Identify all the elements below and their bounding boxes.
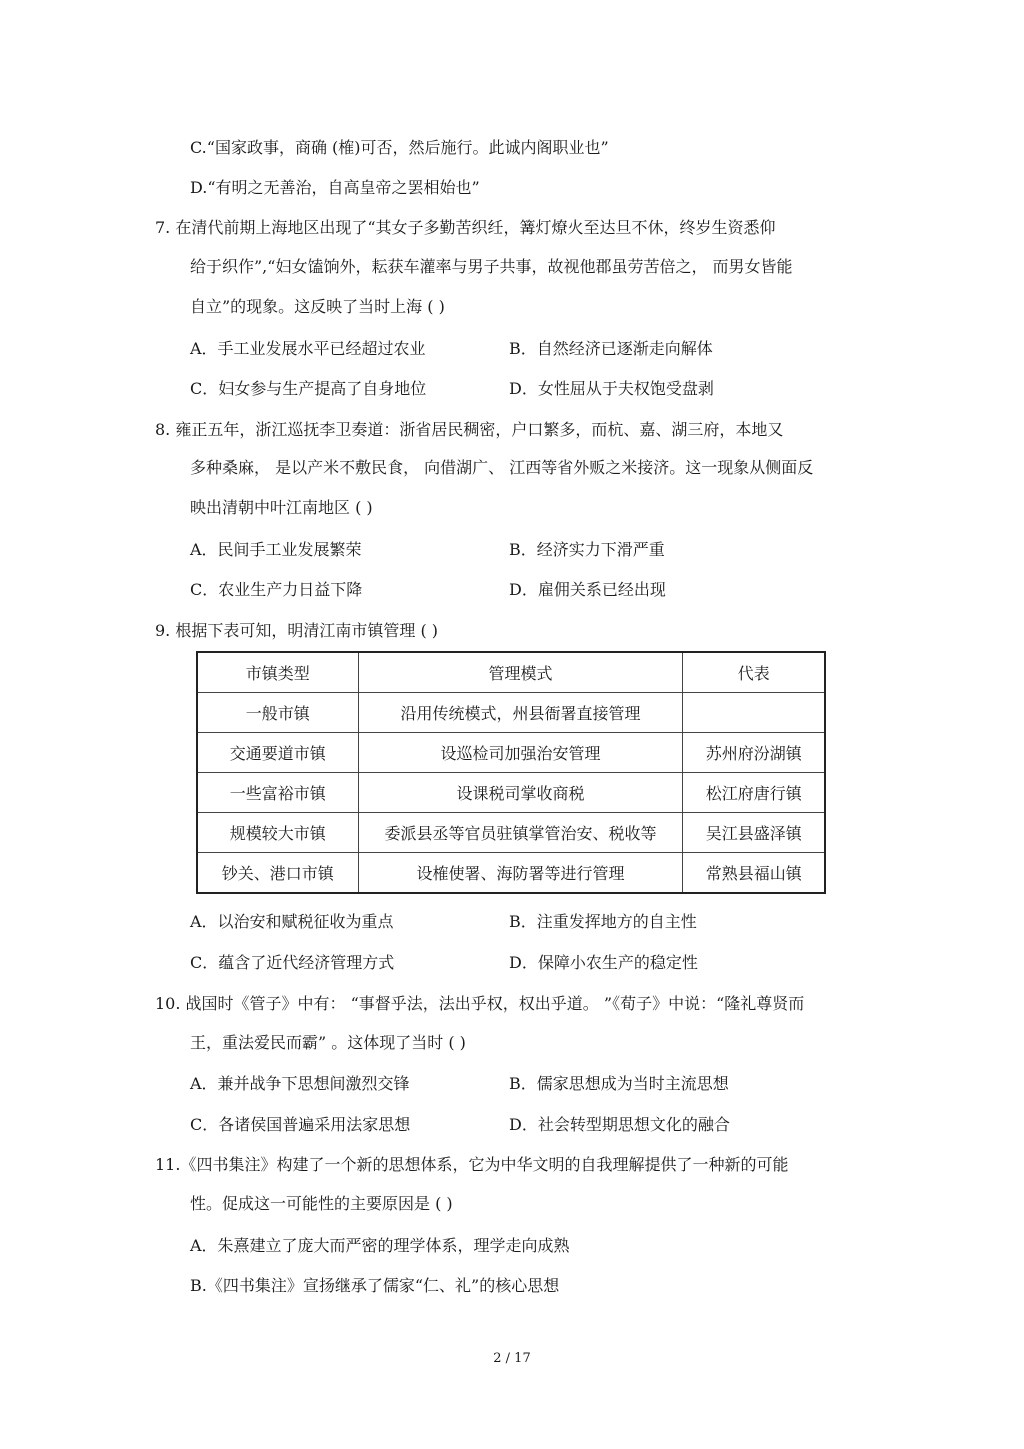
question-8-stem-line-3: 映出清朝中叶江南地区 ( ) (190, 498, 373, 517)
question-7-option-d: D．女性屈从于夫权饱受盘剥 (509, 379, 714, 398)
question-6-option-c: C.“国家政事，商确 (榷)可否，然后施行。此诚内阁职业也” (190, 138, 609, 157)
table-cell: 委派县丞等官员驻镇掌管治安、税收等 (358, 813, 683, 853)
question-10-option-b: B．儒家思想成为当时主流思想 (509, 1074, 729, 1093)
question-9-option-a: A．以治安和赋税征收为重点 (190, 912, 394, 931)
table-cell: 松江府唐行镇 (683, 773, 825, 813)
question-8-option-a: A．民间手工业发展繁荣 (190, 540, 362, 559)
question-7-stem-line-1: 7. 在清代前期上海地区出现了“其女子多勤苦织纴，篝灯燎火至达旦不休，终岁生资悉仰 (155, 218, 776, 237)
question-11-option-b: B.《四书集注》宣扬继承了儒家“仁、礼”的核心思想 (190, 1276, 560, 1295)
table-cell: 交通要道市镇 (197, 733, 358, 773)
question-7-option-b: B．自然经济已逐渐走向解体 (509, 339, 713, 358)
table-cell: 规模较大市镇 (197, 813, 358, 853)
table-cell: 苏州府汾湖镇 (683, 733, 825, 773)
table-header-cell: 代表 (683, 652, 825, 693)
table-row (197, 813, 825, 853)
question-9-option-c: C．蕴含了近代经济管理方式 (190, 953, 395, 972)
table-header-cell: 管理模式 (358, 652, 683, 693)
question-10-option-c: C．各诸侯国普遍采用法家思想 (190, 1115, 411, 1134)
table-cell: 设课税司掌收商税 (358, 773, 683, 813)
table-cell: 设榷使署、海防署等进行管理 (358, 853, 683, 894)
table-row (197, 733, 825, 773)
question-11-option-a: A．朱熹建立了庞大而严密的理学体系，理学走向成熟 (190, 1236, 570, 1255)
question-9-option-b: B．注重发挥地方的自主性 (509, 912, 697, 931)
market-town-table (196, 651, 826, 894)
question-7-option-a: A．手工业发展水平已经超过农业 (190, 339, 426, 358)
table-cell: 吴江县盛泽镇 (683, 813, 825, 853)
table-cell: 常熟县福山镇 (683, 853, 825, 894)
table-header-cell: 市镇类型 (197, 652, 358, 693)
question-8-stem-line-1: 8. 雍正五年，浙江巡抚李卫奏道：浙省居民稠密，户口繁多，而杭、嘉、湖三府，本地又 (155, 420, 784, 439)
table-row (197, 853, 825, 894)
question-11-stem-line-2: 性。促成这一可能性的主要原因是 ( ) (190, 1194, 453, 1213)
question-9-stem: 9. 根据下表可知，明清江南市镇管理 ( ) (155, 621, 439, 640)
question-7-option-c: C．妇女参与生产提高了自身地位 (190, 379, 427, 398)
table-row (197, 693, 825, 733)
table-cell: 一般市镇 (197, 693, 358, 733)
question-6-option-d: D.“有明之无善治，自高皇帝之罢相始也” (190, 178, 480, 197)
question-9-option-d: D．保障小农生产的稳定性 (509, 953, 698, 972)
table-header-row (197, 652, 825, 693)
table-cell: 设巡检司加强治安管理 (358, 733, 683, 773)
question-10-option-a: A．兼并战争下思想间激烈交锋 (190, 1074, 410, 1093)
table-cell (683, 693, 825, 733)
page-number: 2 / 17 (493, 1351, 531, 1366)
table-cell: 沿用传统模式，州县衙署直接管理 (358, 693, 683, 733)
table-cell: 钞关、港口市镇 (197, 853, 358, 894)
question-10-option-d: D．社会转型期思想文化的融合 (509, 1115, 730, 1134)
question-10-stem-line-1: 10. 战国时《管子》中有： “事督乎法，法出乎权，权出乎道。 ”《荀子》中说：“隆礼尊贤而 (155, 994, 805, 1013)
table-cell: 一些富裕市镇 (197, 773, 358, 813)
question-7-stem-line-3: 自立”的现象。这反映了当时上海 ( ) (190, 297, 445, 316)
table-row (197, 773, 825, 813)
question-8-stem-line-2: 多种桑麻， 是以产米不敷民食， 向借湖广、 江西等省外贩之米接济。这一现象从侧面反 (190, 458, 814, 477)
question-11-stem-line-1: 11.《四书集注》构建了一个新的思想体系，它为中华文明的自我理解提供了一种新的可能 (155, 1155, 789, 1174)
question-7-stem-line-2: 给于织作”,“妇女馌饷外，耘获车灌率与男子共事，故视他郡虽劳苦倍之， 而男女皆能 (190, 257, 793, 276)
question-8-option-b: B．经济实力下滑严重 (509, 540, 665, 559)
question-8-option-d: D．雇佣关系已经出现 (509, 580, 666, 599)
question-8-option-c: C．农业生产力日益下降 (190, 580, 363, 599)
question-10-stem-line-2: 王，重法爱民而霸” 。这体现了当时 ( ) (190, 1033, 466, 1052)
